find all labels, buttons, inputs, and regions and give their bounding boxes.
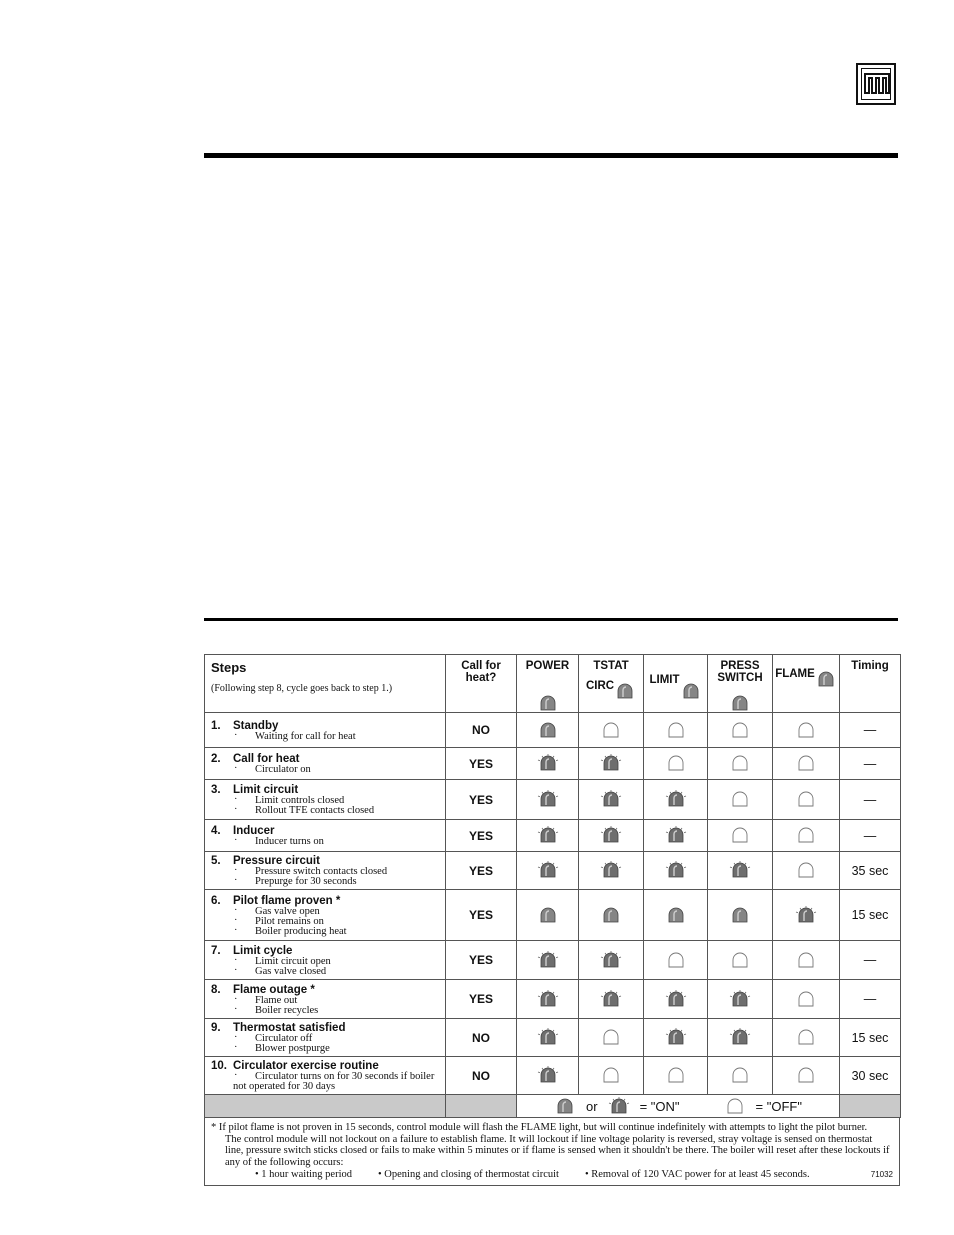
step-number: 8. [211, 983, 221, 996]
column-header-label: TSTAT CIRC [585, 660, 629, 693]
step-number: 5. [211, 855, 221, 867]
lamp-cell [517, 1019, 579, 1057]
lamp-cell [708, 1057, 773, 1095]
lamp-off-icon [795, 990, 817, 1008]
lamp-cell [579, 852, 644, 890]
step-bullet [211, 954, 439, 967]
lamp-cell [644, 748, 708, 780]
table-row [205, 780, 901, 820]
bullet-text: Gas valve closed [255, 965, 327, 977]
timing-value: 15 sec [840, 890, 901, 941]
step-bullet [211, 904, 439, 917]
lamp-cell [644, 820, 708, 852]
bullet-text: Waiting for call for heat [255, 730, 356, 742]
footnote-line2: The control module will not lockout on a failure to establish flame. It will lockout if line voltage polarity is reversed, stray voltage is sensed on thermostat line, pressure switch sticks closed or fails to make within 5 minutes or if flame is sensed when it shouldn't be there. The boiler will reset after these lockouts if any of the following occurs: [225, 1133, 890, 1168]
lamp-cell [579, 980, 644, 1019]
lamp-flash-icon [600, 990, 622, 1008]
table-row [205, 713, 901, 748]
lamp-on-icon [665, 906, 687, 924]
step-cell [205, 852, 446, 890]
call-for-heat-value: NO [446, 713, 517, 748]
lamp-cell [708, 780, 773, 820]
bullet-dot: · [234, 1042, 238, 1053]
step-number: 1. [211, 719, 221, 732]
legend-spacer [205, 1095, 446, 1118]
lamp-cell [644, 780, 708, 820]
lamp-cell [773, 713, 840, 748]
step-bullet [211, 924, 439, 937]
lamp-cell [517, 852, 579, 890]
step-cell [205, 748, 446, 780]
lamp-cell [708, 713, 773, 748]
lamp-off-icon [729, 790, 751, 808]
step-number: 9. [211, 1022, 221, 1034]
lamp-off-icon [795, 861, 817, 879]
lamp-cell [773, 780, 840, 820]
lamp-cell [579, 1019, 644, 1057]
step-bullet [211, 765, 439, 775]
step-bullet [211, 993, 439, 1006]
lamp-cell [644, 852, 708, 890]
lamp-icon [537, 694, 559, 712]
bullet-dot: · [234, 875, 238, 886]
lamp-flash-icon [537, 1066, 559, 1084]
lamp-cell [517, 1057, 579, 1095]
step-bullet [211, 1072, 439, 1092]
step-bullet [211, 1044, 439, 1054]
bullet-dot: · [234, 865, 238, 876]
lamp-cell [708, 748, 773, 780]
bullet-dot: · [234, 954, 238, 966]
lamp-off-icon [795, 951, 817, 969]
lamp-cell [517, 713, 579, 748]
lamp-cell [579, 748, 644, 780]
step-name: Pilot flame proven * [233, 894, 341, 907]
column-header-limit [644, 655, 708, 713]
bullet-text: Blower postpurge [255, 1043, 330, 1054]
bullet-dot: · [234, 804, 238, 815]
step-name: Standby [233, 719, 279, 732]
call-for-heat-value: YES [446, 941, 517, 980]
call-for-heat-value: YES [446, 890, 517, 941]
lamp-cell [773, 820, 840, 852]
lamp-off-icon [600, 721, 622, 739]
lamp-flash-icon [665, 861, 687, 879]
section-rule-top [204, 153, 898, 158]
bullet-text: Prepurge for 30 seconds [255, 876, 357, 887]
bullet-text: Circulator on [255, 764, 311, 775]
lamp-cell [517, 980, 579, 1019]
timing-value: — [840, 980, 901, 1019]
lamp-flash-icon [537, 790, 559, 808]
step-number: 6. [211, 894, 221, 907]
step-cell [205, 980, 446, 1019]
lamp-cell [708, 1019, 773, 1057]
lamp-icon [815, 670, 837, 688]
table-row [205, 1057, 901, 1095]
step-cell [205, 1019, 446, 1057]
logo [856, 63, 896, 105]
lamp-cell [708, 941, 773, 980]
lamp-flash-icon [600, 861, 622, 879]
table-row [205, 820, 901, 852]
timing-value: — [840, 713, 901, 748]
reset-condition: • Removal of 120 VAC power for at least 45 seconds. [584, 1169, 810, 1181]
lamp-cell [773, 980, 840, 1019]
lamp-flash-icon [608, 1097, 630, 1115]
step-cell [205, 780, 446, 820]
bullet-dot: · [234, 1032, 238, 1043]
lamp-cell [708, 890, 773, 941]
lamp-off-icon [665, 951, 687, 969]
step-title [211, 895, 439, 907]
lamp-flash-icon [665, 826, 687, 844]
bullet-text: Inducer turns on [255, 836, 324, 847]
legend-or: or [586, 1098, 598, 1114]
legend-on: = "ON" [639, 1098, 680, 1114]
lamp-on-icon [554, 1097, 576, 1115]
table-row [205, 980, 901, 1019]
column-header-label: FLAME [775, 668, 815, 681]
step-bullet [211, 964, 439, 977]
step-number: 10. [211, 1060, 227, 1072]
bullet-text: Limit circuit open [255, 955, 331, 967]
step-cell [205, 1057, 446, 1095]
lamp-cell [644, 890, 708, 941]
column-header-label: LIMIT [649, 674, 680, 687]
lamp-cell [517, 890, 579, 941]
lamp-cell [708, 820, 773, 852]
step-number: 4. [211, 825, 221, 837]
table-row [205, 748, 901, 780]
bullet-dot: · [234, 729, 238, 741]
lamp-cell [773, 852, 840, 890]
lamp-flash-icon [600, 826, 622, 844]
lamp-icon [614, 682, 636, 700]
table-row [205, 890, 901, 941]
lamp-cell [773, 941, 840, 980]
lamp-icon [729, 694, 751, 712]
lamp-off-icon [665, 1066, 687, 1084]
step-bullet [211, 914, 439, 927]
legend-row [205, 1095, 901, 1118]
bullet-text: Flame out [255, 994, 298, 1006]
step-name: Limit cycle [233, 944, 293, 957]
step-bullet [211, 1003, 439, 1016]
bullet-text: Boiler producing heat [255, 925, 347, 937]
lamp-off-icon [600, 1028, 622, 1046]
bullet-dot: · [234, 1070, 238, 1081]
bullet-text: Pressure switch contacts closed [255, 866, 388, 877]
lamp-off-icon [729, 721, 751, 739]
lamp-cell [517, 941, 579, 980]
column-header-power [517, 655, 579, 713]
call-for-heat-value: YES [446, 980, 517, 1019]
step-bullet [211, 877, 439, 887]
timing-value: 15 sec [840, 1019, 901, 1057]
lamp-cell [517, 748, 579, 780]
lamp-off-icon [724, 1097, 746, 1115]
lamp-cell [708, 980, 773, 1019]
timing-value: — [840, 780, 901, 820]
step-name: Circulator exercise routine [233, 1060, 379, 1072]
lamp-off-icon [795, 721, 817, 739]
bullet-dot: · [234, 904, 238, 916]
lamp-flash-icon [537, 1028, 559, 1046]
document-code: 71032 [870, 1170, 893, 1180]
bullet-dot: · [234, 964, 238, 976]
lamp-cell [644, 941, 708, 980]
step-cell [205, 820, 446, 852]
bullet-dot: · [234, 924, 238, 936]
step-name: Pressure circuit [233, 855, 320, 867]
reset-condition: • 1 hour waiting period [255, 1169, 352, 1181]
lamp-flash-icon [729, 861, 751, 879]
lamp-off-icon [795, 1028, 817, 1046]
step-name: Inducer [233, 825, 275, 837]
steps-header [205, 655, 446, 713]
lamp-off-icon [729, 754, 751, 772]
call-for-heat-value: YES [446, 852, 517, 890]
bullet-dot: · [234, 914, 238, 926]
lamp-on-icon [729, 906, 751, 924]
section-rule-bottom [204, 618, 898, 621]
lamp-flash-icon [537, 826, 559, 844]
lamp-flash-icon [729, 990, 751, 1008]
timing-value: 35 sec [840, 852, 901, 890]
call-for-heat-value: NO [446, 1019, 517, 1057]
lamp-flash-icon [600, 951, 622, 969]
bullet-dot: · [234, 993, 238, 1005]
lamp-flash-icon [795, 906, 817, 924]
step-number: 7. [211, 944, 221, 957]
column-header-label: PRESS SWITCH [717, 660, 763, 684]
legend-content [517, 1097, 839, 1115]
lamp-cell [579, 1057, 644, 1095]
step-cell [205, 941, 446, 980]
lamp-flash-icon [537, 990, 559, 1008]
step-name: Call for heat [233, 753, 300, 765]
step-title [211, 945, 439, 957]
steps-subtitle: (Following step 8, cycle goes back to step 1.) [211, 683, 393, 694]
bullet-text: Circulator turns on for 30 seconds if boiler not operated for 30 days [233, 1071, 435, 1092]
lamp-flash-icon [665, 790, 687, 808]
lamp-cell [644, 1057, 708, 1095]
step-cell [205, 713, 446, 748]
column-header-label: POWER [525, 660, 570, 672]
footnote [204, 1118, 900, 1186]
lamp-flash-icon [665, 990, 687, 1008]
call-for-heat-value: YES [446, 748, 517, 780]
lamp-cell [773, 748, 840, 780]
lamp-cell [579, 780, 644, 820]
step-bullet [211, 729, 439, 742]
lamp-cell [579, 941, 644, 980]
lamp-off-icon [665, 721, 687, 739]
timing-value: 30 sec [840, 1057, 901, 1095]
lamp-cell [773, 1057, 840, 1095]
lamp-icon [680, 682, 702, 700]
lamp-on-icon [537, 906, 559, 924]
timing-value: — [840, 748, 901, 780]
column-header-flame [773, 655, 840, 713]
legend-spacer [446, 1095, 517, 1118]
lamp-on-icon [537, 721, 559, 739]
lamp-off-icon [795, 826, 817, 844]
step-name: Limit circuit [233, 784, 299, 796]
lamp-flash-icon [537, 951, 559, 969]
step-number: 3. [211, 784, 221, 796]
timing-value: — [840, 941, 901, 980]
lamp-cell [644, 713, 708, 748]
column-header-press-switch [708, 655, 773, 713]
lamp-flash-icon [600, 790, 622, 808]
bullet-dot: · [234, 835, 238, 846]
bullet-text: Circulator off [255, 1033, 313, 1044]
timing-header: Timing [840, 655, 901, 713]
bullet-dot: · [234, 763, 238, 774]
step-bullet [211, 806, 439, 816]
lamp-cell [517, 780, 579, 820]
step-cell [205, 890, 446, 941]
lamp-off-icon [795, 790, 817, 808]
lamp-cell [517, 820, 579, 852]
table-row [205, 1019, 901, 1057]
lamp-cell [579, 713, 644, 748]
bullet-dot: · [234, 1003, 238, 1015]
call-for-heat-header: Call for heat? [446, 655, 517, 713]
lamp-cell [579, 820, 644, 852]
call-for-heat-value: NO [446, 1057, 517, 1095]
lamp-off-icon [729, 951, 751, 969]
steps-title: Steps [211, 660, 247, 675]
bullet-dot: · [234, 794, 238, 805]
step-title [211, 984, 439, 996]
lamp-off-icon [665, 754, 687, 772]
lamp-off-icon [795, 1066, 817, 1084]
table-row [205, 852, 901, 890]
lamp-flash-icon [729, 1028, 751, 1046]
lamp-off-icon [600, 1066, 622, 1084]
step-title [211, 720, 439, 732]
lamp-cell [708, 852, 773, 890]
call-for-heat-value: YES [446, 780, 517, 820]
lamp-off-icon [795, 754, 817, 772]
table-row [205, 941, 901, 980]
wm-logo-icon [858, 65, 894, 103]
bullet-text: Pilot remains on [255, 915, 324, 927]
legend-off: = "OFF" [755, 1098, 802, 1114]
lamp-cell [644, 1019, 708, 1057]
step-name: Flame outage * [233, 983, 315, 996]
step-name: Thermostat satisfied [233, 1022, 346, 1034]
reset-conditions [211, 1169, 893, 1181]
lamp-flash-icon [665, 1028, 687, 1046]
lamp-cell [773, 890, 840, 941]
legend-body [517, 1095, 840, 1118]
call-for-heat-value: YES [446, 820, 517, 852]
step-number: 2. [211, 753, 221, 765]
lamp-flash-icon [600, 754, 622, 772]
reset-condition: • Opening and closing of thermostat circuit [378, 1169, 559, 1181]
lamp-off-icon [729, 1066, 751, 1084]
lamp-cell [773, 1019, 840, 1057]
lamp-flash-icon [537, 861, 559, 879]
lamp-on-icon [600, 906, 622, 924]
timing-value: — [840, 820, 901, 852]
lamp-cell [579, 890, 644, 941]
bullet-text: Boiler recycles [255, 1004, 319, 1016]
bullet-text: Limit controls closed [255, 795, 345, 806]
lamp-flash-icon [537, 754, 559, 772]
bullet-text: Rollout TFE contacts closed [255, 805, 375, 816]
lamp-cell [644, 980, 708, 1019]
sequence-table [204, 654, 900, 1186]
bullet-text: Gas valve open [255, 905, 320, 917]
step-bullet [211, 837, 439, 847]
column-header-tstat-circ [579, 655, 644, 713]
lamp-off-icon [729, 826, 751, 844]
footnote-line1: * If pilot flame is not proven in 15 seconds, control module will flash the FLAME light, but will continue indefinitely with attempts to light the pilot burner. [211, 1122, 868, 1133]
legend-spacer [840, 1095, 901, 1118]
